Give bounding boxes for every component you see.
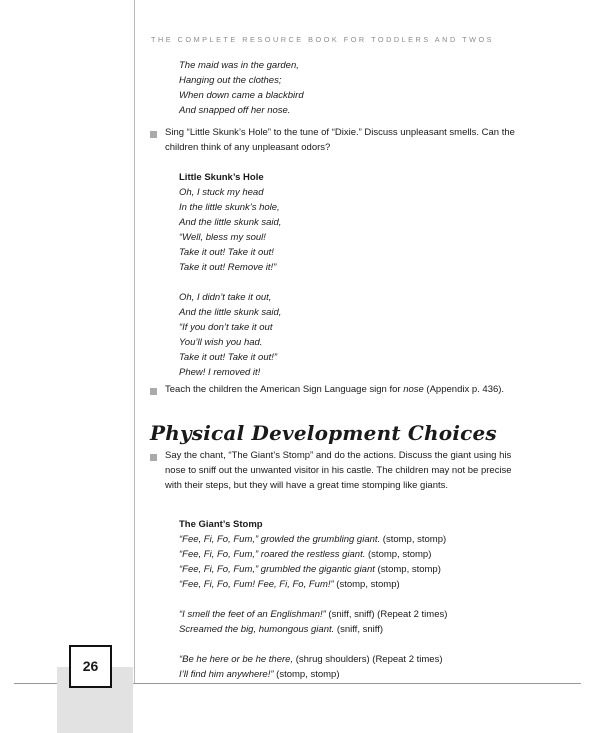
verse-line: Phew! I removed it!: [179, 367, 261, 378]
song-little-skunks-hole: [179, 170, 281, 380]
chant-line: “I smell the feet of an Englishman!” (sniff, sniff) (Repeat 2 times): [179, 609, 448, 620]
verse-line: Oh, I didn’t take it out,: [179, 292, 272, 303]
verse-line: Take it out! Take it out!”: [179, 352, 278, 363]
verse-top: [179, 58, 304, 118]
section-heading: Physical Development Choices: [150, 421, 497, 445]
margin-rule-vertical: [134, 0, 135, 683]
activity-skunk: Sing “Little Skunk’s Hole” to the tune of “Dixie.” Discuss unpleasant smells. Can the children think of any unpleasant odors?: [165, 127, 515, 153]
verse-line: Take it out! Remove it!”: [179, 262, 277, 273]
verse-line: In the little skunk’s hole,: [179, 202, 280, 213]
verse-line: When down came a blackbird: [179, 90, 304, 101]
verse-line: The maid was in the garden,: [179, 60, 299, 71]
chant-line: I’ll find him anywhere!” (stomp, stomp): [179, 669, 340, 680]
verse-line: And snapped off her nose.: [179, 105, 291, 116]
verse-line: “If you don’t take it out: [179, 322, 273, 333]
verse-line: Hanging out the clothes;: [179, 75, 282, 86]
chant-line: “Fee, Fi, Fo, Fum,” roared the restless giant. (stomp, stomp): [179, 549, 432, 560]
chant-giants-stomp: [179, 517, 447, 682]
page-number: 26: [69, 645, 112, 688]
verse-line: “Well, bless my soul!: [179, 232, 266, 243]
chant-line: “Fee, Fi, Fo, Fum,” grumbled the gigantic giant (stomp, stomp): [179, 564, 441, 575]
chant-title: The Giant’s Stomp: [179, 519, 263, 530]
verse-line: Take it out! Take it out!: [179, 247, 274, 258]
bullet-marker: [150, 388, 157, 395]
chant-line: “Fee, Fi, Fo, Fum,” growled the grumbling giant. (stomp, stomp): [179, 534, 447, 545]
emphasis-nose: nose: [403, 384, 424, 395]
verse-line: And the little skunk said,: [179, 217, 282, 228]
activity-sign-language: Teach the children the American Sign Language sign for nose (Appendix p. 436).: [165, 384, 505, 395]
chant-line: Screamed the big, humongous giant. (sniff, sniff): [179, 624, 384, 635]
activity-giants-stomp: Say the chant, “The Giant’s Stomp” and do the actions. Discuss the giant using his nose to sniff out the unwanted visitor in his castle. The children may not be precise with their steps, but they will have a great time stomping like giants.: [165, 450, 512, 491]
verse-line: Oh, I stuck my head: [179, 187, 264, 198]
chant-line: “Fee, Fi, Fo, Fum! Fee, Fi, Fo, Fum!” (stomp, stomp): [179, 579, 400, 590]
verse-line: You’ll wish you had.: [179, 337, 263, 348]
bullet-marker: [150, 454, 157, 461]
song-title: Little Skunk’s Hole: [179, 172, 264, 183]
bullet-marker: [150, 131, 157, 138]
chant-line: “Be he here or be he there, (shrug shoulders) (Repeat 2 times): [179, 654, 443, 665]
running-head: THE COMPLETE RESOURCE BOOK FOR TODDLERS AND TWOS: [151, 35, 494, 44]
verse-line: And the little skunk said,: [179, 307, 282, 318]
